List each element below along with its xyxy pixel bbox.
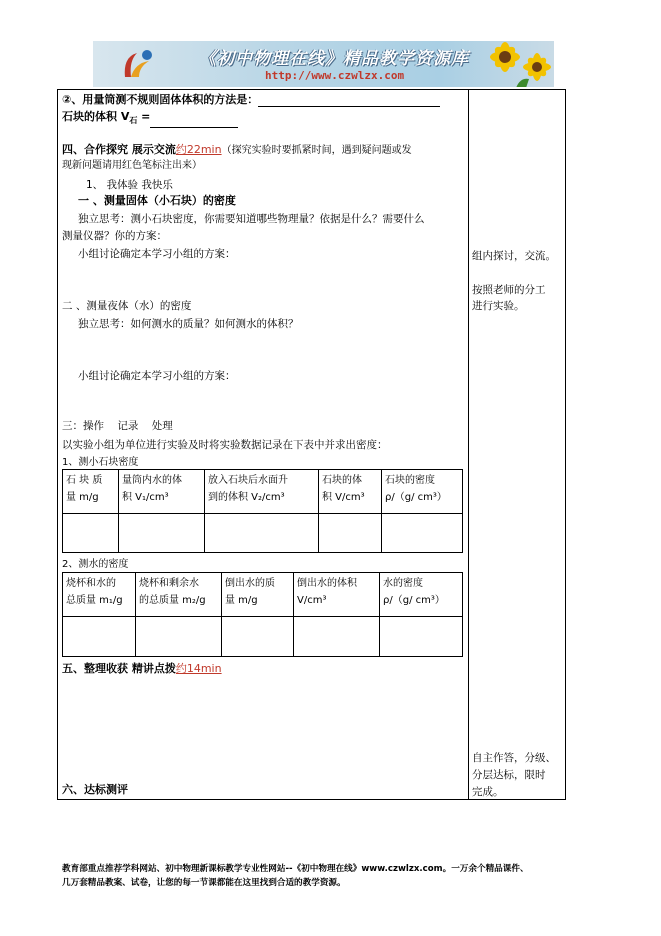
table2-header-cell: 烧杯和剩余水 的总质量 m₂/g: [136, 573, 222, 617]
group-plan-2: 小组讨论确定本学习小组的方案：: [78, 370, 236, 382]
table2-header-cell: 倒出水的质 量 m/g: [222, 573, 294, 617]
table1-input-cell[interactable]: [63, 514, 119, 553]
table1-header-cell: 量筒内水的体 积 V₁/cm³: [119, 470, 205, 514]
table1-input-cell[interactable]: [319, 514, 382, 553]
part2-title: 二 、测量夜体（水）的密度: [62, 300, 192, 312]
section4-title: 四、合作探究 展示交流: [62, 143, 176, 156]
section4-line: [62, 143, 412, 158]
table1-input-cell[interactable]: [119, 514, 205, 553]
table2-input-cell[interactable]: [294, 617, 380, 657]
table2-input-cell[interactable]: [63, 617, 136, 657]
think1-a: 独立思考：测小石块密度，你需要知道哪些物理量？依据是什么？需要什么: [78, 213, 425, 225]
site-logo-icon: [121, 47, 157, 81]
table1-header-cell: 放入石块后水面升 到的体积 V₂/cm³: [205, 470, 319, 514]
activity-line: 1、 我体验 我快乐: [86, 179, 173, 191]
side-note-answer-c: 完成。: [472, 786, 504, 798]
step2-prefix: ②、用量筒测不规则固体体积的方法是：: [62, 93, 259, 106]
section5-title: 五、整理收获 精讲点拨: [62, 662, 176, 675]
side-note-answer-b: 分层达标，限时: [472, 769, 546, 781]
side-note-discuss: 组内探讨，交流。: [472, 250, 556, 262]
think1-b: 测量仪器？你的方案：: [62, 230, 167, 242]
table2-header-cell: 水的密度 ρ/（g/ cm³）: [380, 573, 463, 617]
think2: 独立思考：如何测水的质量？如何测水的体积？: [78, 318, 299, 330]
section6-title: 六、达标测评: [62, 783, 128, 796]
group-plan-1: 小组讨论确定本学习小组的方案：: [78, 248, 236, 260]
side-note-experiment-b: 进行实验。: [472, 300, 525, 312]
table1-header-cell: 石块的密度 ρ/（g/ cm³）: [382, 470, 463, 514]
section3-desc: 以实验小组为单位进行实验及时将实验数据记录在下表中并求出密度：: [62, 439, 388, 451]
section5-line: [62, 662, 222, 676]
part1-title: 一 、测量固体（小石块）的密度: [78, 194, 236, 207]
table2-input-cell[interactable]: [136, 617, 222, 657]
side-note-experiment-a: 按照老师的分工: [472, 284, 546, 296]
footer-line-2: 几万套精品教案、试卷，让您的每一节课都能在这里找到合适的教学资源。: [62, 878, 346, 888]
table2-input-cell[interactable]: [222, 617, 294, 657]
banner-title: 《初中物理在线》精品教学资源库: [199, 49, 469, 69]
table1-header-cell: 石块的体 积 V/cm³: [319, 470, 382, 514]
stone-volume-eq: =: [137, 110, 151, 123]
step2-line: [62, 93, 440, 107]
water-density-table: [62, 572, 463, 657]
table1-caption: 1、测小石块密度: [62, 457, 139, 468]
sunflower-icon: [485, 41, 554, 87]
section5-time: 约14min: [175, 662, 222, 675]
table1-header-cell: 石 块 质 量 m/g: [63, 470, 119, 514]
table2-header-cell: 烧杯和水的 总质量 m₁/g: [63, 573, 136, 617]
side-note-answer-a: 自主作答，分级、: [472, 752, 556, 764]
stone-density-table: [62, 469, 463, 553]
section4-note-a: （探究实验时要抓紧时间，遇到疑问题或发: [221, 145, 412, 156]
table2-header-cell: 倒出水的体积 V/cm³: [294, 573, 380, 617]
section4-time: 约22min: [175, 143, 222, 156]
section4-note-b: 现新问题请用红色笔标注出来）: [62, 160, 202, 171]
stone-volume-subscript: 石: [129, 116, 138, 126]
table1-input-cell[interactable]: [205, 514, 319, 553]
step2-answer-blank[interactable]: [258, 94, 440, 107]
table2-caption: 2、测水的密度: [62, 559, 129, 570]
table1-input-cell[interactable]: [382, 514, 463, 553]
header-banner: [93, 41, 554, 87]
stone-volume-blank[interactable]: [150, 115, 238, 128]
column-divider: [468, 90, 469, 799]
table2-input-cell[interactable]: [380, 617, 463, 657]
section3-title: 三：操作 记录 处理: [62, 420, 173, 432]
footer-line-1: 教育部重点推荐学科网站、初中物理新课标教学专业性网站--《初中物理在线》www.czwlzx.com。一万余个精品课件、: [62, 864, 529, 874]
stone-volume-label: 石块的体积 V: [62, 110, 130, 123]
banner-url: http://www.czwlzx.com: [265, 69, 405, 82]
stone-volume-line: [62, 110, 238, 128]
